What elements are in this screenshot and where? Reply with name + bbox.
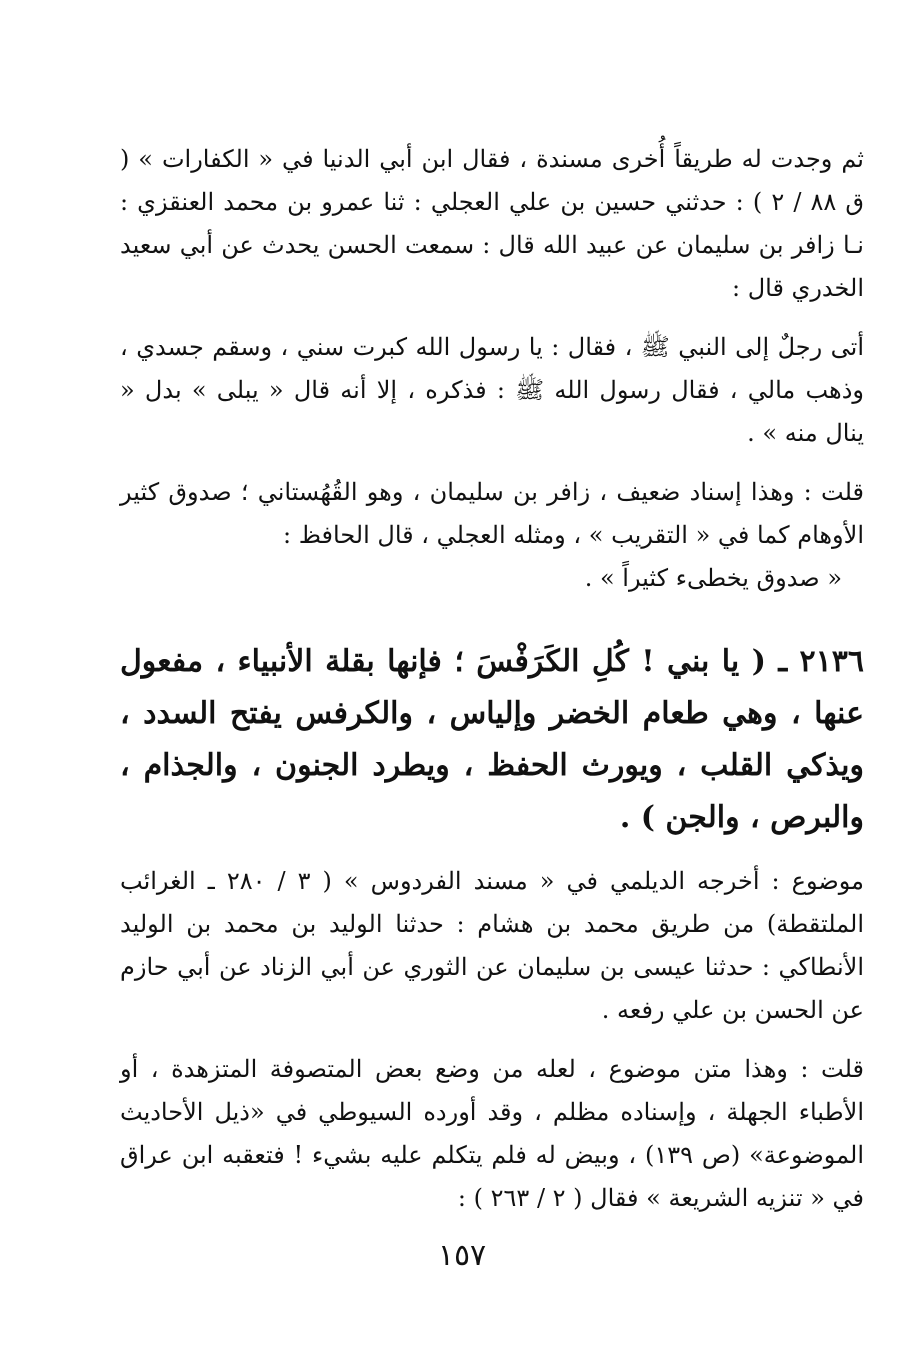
paragraph-quote: « صدوق يخطىء كثيراً » . [584, 564, 842, 592]
page-number: ١٥٧ [437, 1238, 487, 1273]
paragraph-verdict: قلت : وهذا متن موضوع ، لعله من وضع بعض المتصوفة المتزهدة ، أو الأطباء الجهلة ، وإسناده مظلم ، وقد أورده السيوطي في «ذيل الأحاديث الموضوعة» (ص ١٣٩) ، وبيض له فلم يتكلم عليه بشيء ! فتعقبه ابن عراق في « تنزيه الشريعة » فقال ( ٢ / ٢٦٣ ) : [120, 1055, 864, 1212]
paragraph-isnad-comment: قلت : وهذا إسناد ضعيف ، زافر بن سليمان ، وهو القُهُستاني ؛ صدوق كثير الأوهام كما في « التقريب » ، ومثله العجلي ، قال الحافظ : [120, 478, 864, 549]
paragraph-hadith-text: أتى رجلٌ إلى النبي ﷺ ، فقال : يا رسول الله كبرت سني ، وسقم جسدي ، وذهب مالي ، فقال رسول الله ﷺ : فذكره ، إلا أنه قال « يبلى » بدل « ينال منه » . [120, 333, 864, 447]
paragraph-narration: ثم وجدت له طريقاً أُخرى مسندة ، فقال ابن أبي الدنيا في « الكفارات » ( ق ٨٨ / ٢ ) : حدثني حسين بن علي العجلي : ثنا عمرو بن محمد العنقزي : نـا زافر بن سليمان عن عبيد الله قال : سمعت الحسن يحدث عن أبي سعيد الخدري قال : [120, 145, 864, 302]
hadith-heading: ٢١٣٦ ـ ( يا بني ! كُلِ الكَرَفْسَ ؛ فإنها بقلة الأنبياء ، مفعول عنها ، وهي طعام الخضر وإلياس ، والكرفس يفتح السدد ، ويذكي القلب ، ويورث الحفظ ، ويطرد الجنون ، والجذام ، والبرص ، والجن ) . [120, 644, 864, 835]
paragraph-takhrij: موضوع : أخرجه الديلمي في « مسند الفردوس » ( ٣ / ٢٨٠ ـ الغرائب الملتقطة) من طريق محمد بن هشام : حدثنا الوليد بن محمد بن الوليد الأنطاكي : حدثنا عيسى بن سليمان عن الثوري عن أبي الزناد عن أبي حازم عن الحسن بن علي رفعه . [120, 867, 864, 1024]
page-body [120, 138, 864, 1220]
